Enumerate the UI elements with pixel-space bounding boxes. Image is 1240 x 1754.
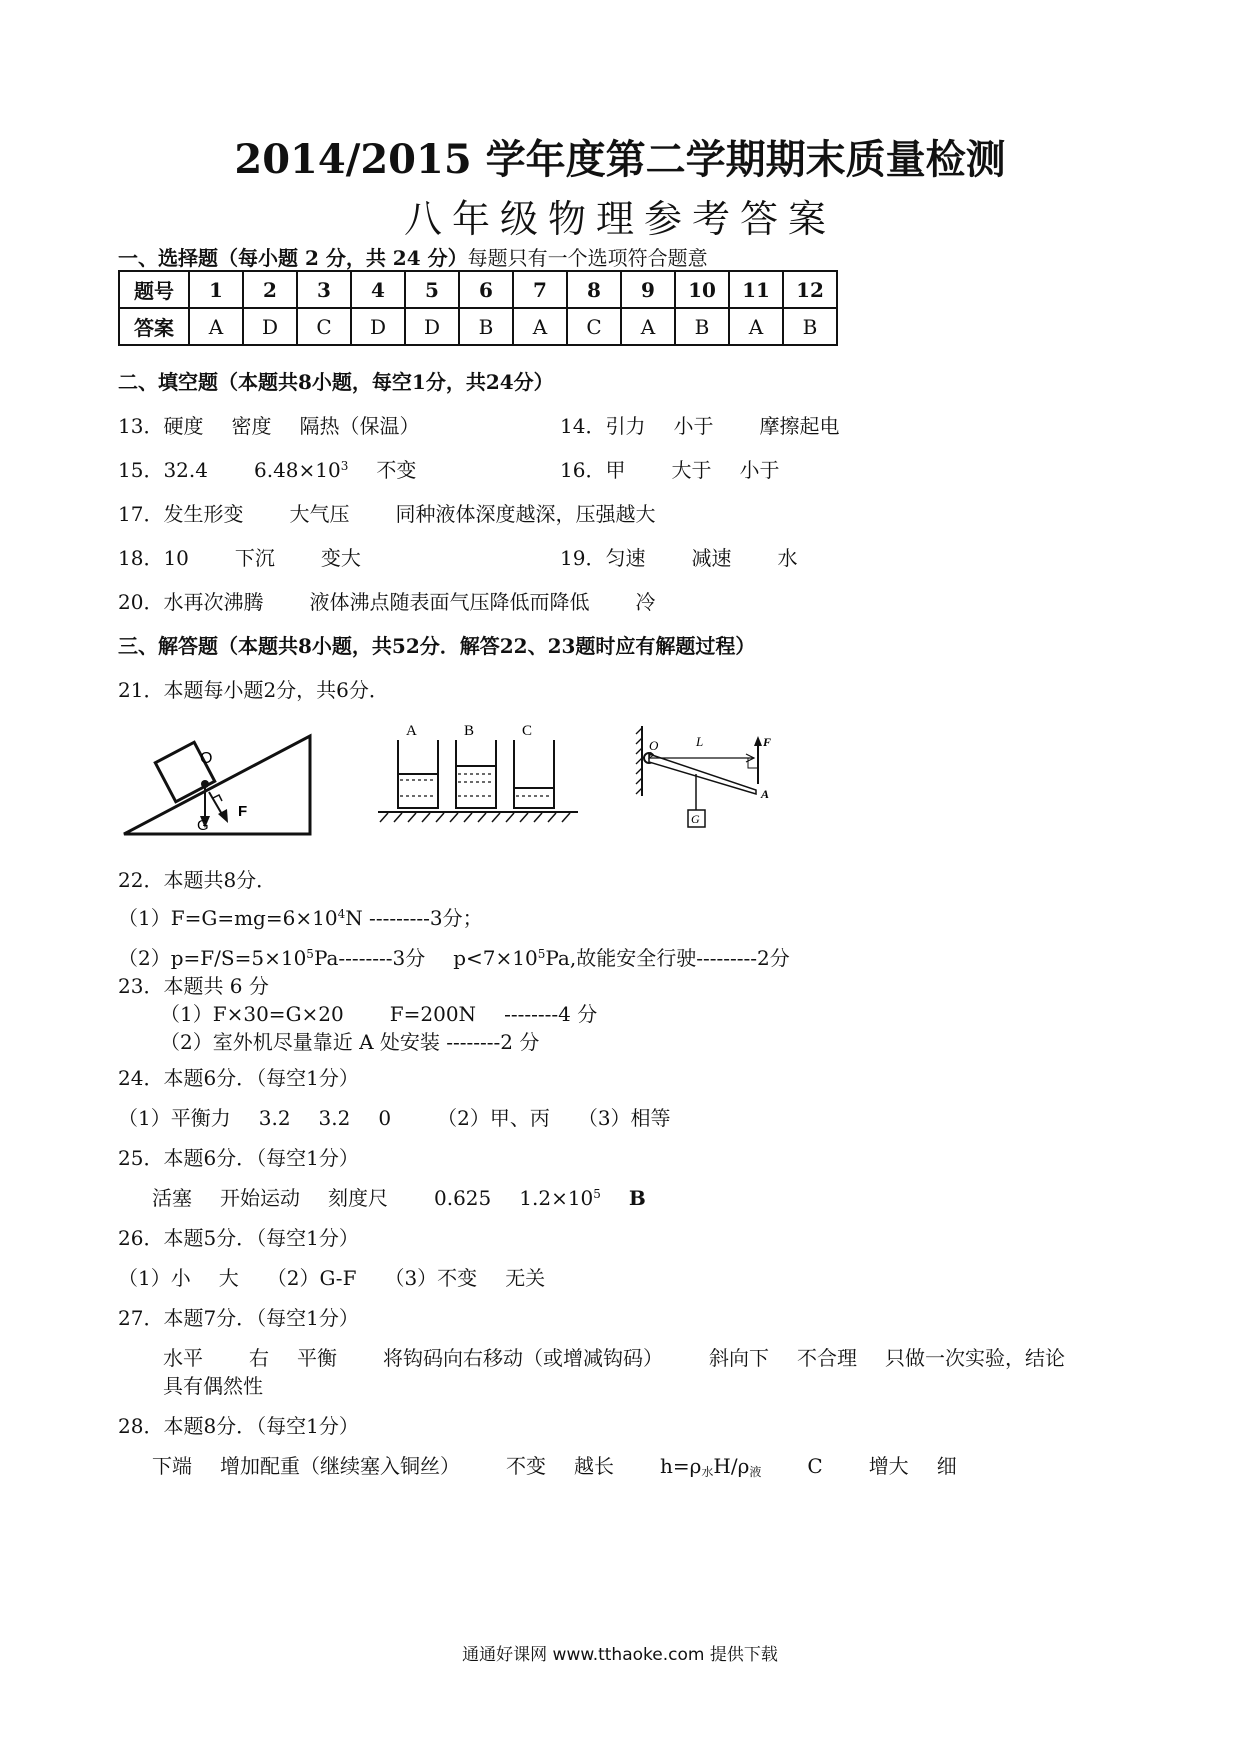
- answer-q18: 18．10 下沉 变大: [118, 546, 361, 570]
- q24-line1: （1）平衡力 3.2 3.2 0 （2）甲、丙 （3）相等: [118, 1106, 671, 1130]
- label-b: B: [464, 723, 475, 739]
- row-label: 题号: [119, 271, 189, 308]
- containers-diagram: [376, 716, 580, 840]
- footer-credit: 通通好课网 www.tthaoke.com 提供下载: [462, 1645, 778, 1665]
- q27-title: 27．本题7分．（每空1分）: [118, 1306, 359, 1330]
- answer-q16: 16．甲 大于 小于: [560, 458, 780, 482]
- label-o: O: [649, 738, 659, 753]
- q28-title: 28．本题8分．（每空1分）: [118, 1414, 359, 1438]
- q24-title: 24．本题6分．（每空1分）: [118, 1066, 359, 1090]
- q23-line1: （1）F×30=G×20 F=200N --------4 分: [160, 1002, 598, 1026]
- label-a: A: [761, 787, 770, 801]
- label-a: A: [406, 723, 417, 739]
- incline-diagram: [120, 728, 316, 838]
- answer-table: [118, 270, 838, 346]
- q26-title: 26．本题5分．（每空1分）: [118, 1226, 359, 1250]
- label-f: F: [238, 803, 248, 820]
- q25-title: 25．本题6分．（每空1分）: [118, 1146, 359, 1170]
- q22-line1: $(1)F=G=mg=6\times 10^4N$ ---------3分；: [118, 906, 483, 930]
- page-subtitle: 八年级物理参考答案: [403, 197, 836, 241]
- q27-line2: 具有偶然性: [163, 1374, 263, 1398]
- section1-heading: 一、选择题（每小题 2 分，共 24 分）每题只有一个选项符合题意: [118, 246, 708, 270]
- q22-title: 22．本题共8分．: [118, 868, 277, 892]
- label-g: G: [691, 812, 700, 826]
- q26-line1: （1）小 大 （2）G-F （3）不变 无关: [118, 1266, 546, 1290]
- label-c: C: [522, 723, 533, 739]
- label-f: F: [763, 735, 772, 749]
- row-label: 答案: [119, 308, 189, 345]
- answer-q20: 20．水再次沸腾 液体沸点随表面气压降低而降低 冷: [118, 590, 656, 614]
- answer-q14: 14．引力 小于 摩擦起电: [560, 414, 840, 438]
- section2-heading: 二、填空题（本题共8小题，每空1分，共24分）: [118, 370, 554, 394]
- answer-q19: 19．匀速 减速 水: [560, 546, 798, 570]
- q22-line2: $(2)p=F/S=5\times 10^5Pa--------3$分 $p<7\times 10^5Pa$,故能安全行驶---------2分: [118, 946, 790, 970]
- label-g: G: [197, 817, 209, 834]
- table-row: 题号 1 2 3 4 5 6 7 8 9 10 11 12: [119, 271, 837, 308]
- q23-title: 23．本题共 6 分: [118, 974, 269, 998]
- q23-line2: （2）室外机尽量靠近 A 处安装 --------2 分: [160, 1030, 540, 1054]
- section3-heading: 三、解答题（本题共8小题，共52分．解答22、23题时应有解题过程）: [118, 634, 756, 658]
- answer-q17: 17．发生形变 大气压 同种液体深度越深，压强越大: [118, 502, 656, 526]
- q25-line1: 活塞 开始运动 刻度尺 0.625 $1.2\times 10^5$ B: [152, 1186, 646, 1210]
- answer-q15: 15．32.4 $6.48\times 10^3$ 不变: [118, 458, 417, 482]
- lever-diagram: [634, 722, 794, 844]
- answer-q13: 13．硬度 密度 隔热（保温）: [118, 414, 420, 438]
- table-row: 答案 A D C D D B A C A B A B: [119, 308, 837, 345]
- q27-line1: 水平 右 平衡 将钩码向右移动（或增减钩码） 斜向下 不合理 只做一次实验，结论: [163, 1346, 1065, 1370]
- q28-line1: 下端 增加配重（继续塞入铜丝） 不变 越长 $h=\rho_水H/\rho_液$ C 增大 细: [152, 1454, 957, 1479]
- label-l: L: [696, 734, 704, 749]
- page-title: 2014/2015 学年度第二学期期末质量检测: [234, 136, 1006, 183]
- label-o: O: [200, 750, 213, 767]
- q21-title: 21．本题每小题2分，共6分．: [118, 678, 389, 702]
